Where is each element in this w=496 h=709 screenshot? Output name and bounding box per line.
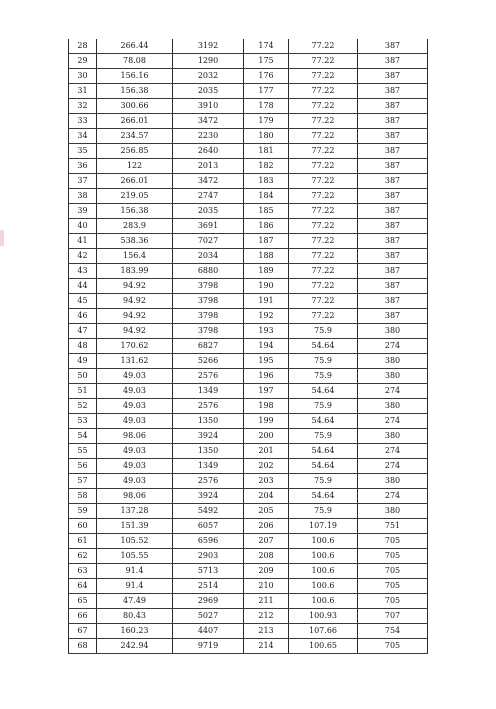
cell-row-no: 59 <box>69 504 97 519</box>
cell-value-a: 80.43 <box>97 609 173 624</box>
table-row <box>69 324 428 339</box>
table-row <box>69 429 428 444</box>
cell-row-no-2: 189 <box>244 264 289 279</box>
cell-value-c: 77.22 <box>289 159 358 174</box>
cell-value-c: 75.9 <box>289 354 358 369</box>
cell-row-no: 29 <box>69 54 97 69</box>
table-row <box>69 249 428 264</box>
cell-row-no-2: 178 <box>244 99 289 114</box>
cell-row-no: 66 <box>69 609 97 624</box>
cell-value-a: 234.57 <box>97 129 173 144</box>
cell-value-a: 94.92 <box>97 309 173 324</box>
cell-row-no-2: 213 <box>244 624 289 639</box>
cell-value-a: 156.38 <box>97 204 173 219</box>
cell-value-d: 274 <box>358 384 428 399</box>
cell-row-no-2: 203 <box>244 474 289 489</box>
table-row <box>69 519 428 534</box>
table-row <box>69 264 428 279</box>
cell-value-a: 94.92 <box>97 294 173 309</box>
page-edge-mark <box>0 230 4 246</box>
cell-value-a: 49.03 <box>97 384 173 399</box>
cell-value-c: 77.22 <box>289 279 358 294</box>
cell-value-a: 49.03 <box>97 444 173 459</box>
cell-value-c: 77.22 <box>289 219 358 234</box>
cell-row-no: 67 <box>69 624 97 639</box>
cell-value-c: 100.6 <box>289 549 358 564</box>
cell-value-a: 49.03 <box>97 414 173 429</box>
cell-value-c: 77.22 <box>289 99 358 114</box>
table-row <box>69 114 428 129</box>
cell-value-c: 77.22 <box>289 69 358 84</box>
cell-value-d: 387 <box>358 234 428 249</box>
cell-value-a: 49.03 <box>97 474 173 489</box>
table-row <box>69 84 428 99</box>
cell-row-no-2: 211 <box>244 594 289 609</box>
cell-row-no-2: 179 <box>244 114 289 129</box>
table-row <box>69 144 428 159</box>
table-row <box>69 294 428 309</box>
cell-row-no-2: 181 <box>244 144 289 159</box>
cell-value-c: 54.64 <box>289 414 358 429</box>
cell-value-b: 2640 <box>173 144 244 159</box>
cell-row-no-2: 214 <box>244 639 289 654</box>
table-row <box>69 39 428 54</box>
data-table <box>68 39 428 654</box>
table-row <box>69 444 428 459</box>
cell-value-d: 274 <box>358 444 428 459</box>
cell-row-no-2: 183 <box>244 174 289 189</box>
cell-value-a: 98.06 <box>97 489 173 504</box>
cell-value-c: 77.22 <box>289 174 358 189</box>
cell-value-d: 380 <box>358 369 428 384</box>
cell-value-c: 77.22 <box>289 189 358 204</box>
cell-value-b: 3924 <box>173 489 244 504</box>
table-row <box>69 69 428 84</box>
table-row <box>69 624 428 639</box>
cell-value-c: 54.64 <box>289 459 358 474</box>
cell-value-d: 380 <box>358 399 428 414</box>
table-row <box>69 399 428 414</box>
cell-value-c: 75.9 <box>289 324 358 339</box>
cell-value-c: 100.6 <box>289 594 358 609</box>
cell-value-b: 5713 <box>173 564 244 579</box>
cell-row-no: 30 <box>69 69 97 84</box>
cell-value-d: 387 <box>358 129 428 144</box>
cell-row-no: 45 <box>69 294 97 309</box>
cell-row-no: 38 <box>69 189 97 204</box>
cell-value-b: 6880 <box>173 264 244 279</box>
cell-value-a: 156.16 <box>97 69 173 84</box>
cell-value-a: 266.44 <box>97 39 173 54</box>
cell-value-b: 2576 <box>173 369 244 384</box>
cell-value-c: 77.22 <box>289 54 358 69</box>
cell-value-d: 387 <box>358 144 428 159</box>
cell-row-no-2: 180 <box>244 129 289 144</box>
table-row <box>69 129 428 144</box>
cell-value-d: 387 <box>358 204 428 219</box>
cell-row-no-2: 188 <box>244 249 289 264</box>
cell-row-no: 36 <box>69 159 97 174</box>
cell-value-b: 1350 <box>173 414 244 429</box>
cell-value-d: 387 <box>358 309 428 324</box>
cell-value-a: 538.36 <box>97 234 173 249</box>
cell-value-a: 242.94 <box>97 639 173 654</box>
cell-value-c: 100.6 <box>289 534 358 549</box>
cell-row-no: 62 <box>69 549 97 564</box>
table-row <box>69 159 428 174</box>
cell-value-b: 5266 <box>173 354 244 369</box>
table-row <box>69 639 428 654</box>
cell-value-b: 2576 <box>173 474 244 489</box>
table-row <box>69 594 428 609</box>
cell-value-c: 77.22 <box>289 264 358 279</box>
cell-value-b: 3691 <box>173 219 244 234</box>
cell-value-c: 54.64 <box>289 444 358 459</box>
cell-value-d: 380 <box>358 504 428 519</box>
cell-value-a: 256.85 <box>97 144 173 159</box>
cell-row-no: 54 <box>69 429 97 444</box>
table-row <box>69 474 428 489</box>
cell-row-no: 55 <box>69 444 97 459</box>
cell-value-c: 54.64 <box>289 384 358 399</box>
cell-row-no: 43 <box>69 264 97 279</box>
cell-value-b: 2747 <box>173 189 244 204</box>
cell-value-c: 77.22 <box>289 234 358 249</box>
cell-value-d: 274 <box>358 414 428 429</box>
cell-value-a: 137.28 <box>97 504 173 519</box>
cell-value-c: 77.22 <box>289 39 358 54</box>
cell-row-no-2: 197 <box>244 384 289 399</box>
table-row <box>69 414 428 429</box>
cell-row-no: 60 <box>69 519 97 534</box>
cell-value-d: 387 <box>358 99 428 114</box>
cell-value-d: 380 <box>358 324 428 339</box>
cell-row-no-2: 212 <box>244 609 289 624</box>
cell-value-a: 266.01 <box>97 174 173 189</box>
cell-value-a: 105.52 <box>97 534 173 549</box>
cell-row-no-2: 202 <box>244 459 289 474</box>
table-row <box>69 504 428 519</box>
cell-value-c: 75.9 <box>289 474 358 489</box>
cell-value-a: 219.05 <box>97 189 173 204</box>
cell-value-b: 3472 <box>173 114 244 129</box>
table-row <box>69 354 428 369</box>
cell-value-a: 91.4 <box>97 564 173 579</box>
cell-value-c: 77.22 <box>289 144 358 159</box>
cell-value-b: 3472 <box>173 174 244 189</box>
cell-row-no: 35 <box>69 144 97 159</box>
cell-row-no: 46 <box>69 309 97 324</box>
cell-value-c: 75.9 <box>289 369 358 384</box>
cell-row-no: 65 <box>69 594 97 609</box>
cell-value-a: 91.4 <box>97 579 173 594</box>
cell-row-no-2: 177 <box>244 84 289 99</box>
cell-value-c: 107.66 <box>289 624 358 639</box>
cell-row-no-2: 186 <box>244 219 289 234</box>
cell-row-no: 51 <box>69 384 97 399</box>
cell-row-no: 61 <box>69 534 97 549</box>
cell-value-c: 107.19 <box>289 519 358 534</box>
cell-value-d: 387 <box>358 249 428 264</box>
cell-value-c: 75.9 <box>289 399 358 414</box>
cell-row-no-2: 195 <box>244 354 289 369</box>
cell-value-b: 2903 <box>173 549 244 564</box>
table-row <box>69 309 428 324</box>
cell-value-d: 274 <box>358 489 428 504</box>
cell-value-c: 77.22 <box>289 204 358 219</box>
cell-value-c: 77.22 <box>289 309 358 324</box>
cell-row-no-2: 191 <box>244 294 289 309</box>
cell-value-b: 6596 <box>173 534 244 549</box>
cell-value-b: 2230 <box>173 129 244 144</box>
cell-row-no-2: 185 <box>244 204 289 219</box>
cell-row-no: 68 <box>69 639 97 654</box>
cell-value-b: 3924 <box>173 429 244 444</box>
table-row <box>69 549 428 564</box>
cell-value-a: 122 <box>97 159 173 174</box>
cell-value-b: 2576 <box>173 399 244 414</box>
cell-row-no-2: 174 <box>244 39 289 54</box>
table-row <box>69 204 428 219</box>
cell-value-b: 3798 <box>173 324 244 339</box>
cell-row-no-2: 209 <box>244 564 289 579</box>
cell-row-no: 32 <box>69 99 97 114</box>
cell-value-c: 77.22 <box>289 84 358 99</box>
cell-row-no: 39 <box>69 204 97 219</box>
cell-value-b: 2514 <box>173 579 244 594</box>
cell-value-d: 387 <box>358 279 428 294</box>
cell-value-c: 75.9 <box>289 504 358 519</box>
table-body <box>69 39 428 654</box>
cell-value-d: 705 <box>358 534 428 549</box>
cell-value-c: 100.6 <box>289 579 358 594</box>
cell-row-no: 34 <box>69 129 97 144</box>
cell-value-a: 78.08 <box>97 54 173 69</box>
table-row <box>69 279 428 294</box>
cell-value-a: 131.62 <box>97 354 173 369</box>
table-row <box>69 219 428 234</box>
cell-row-no-2: 190 <box>244 279 289 294</box>
cell-value-c: 100.6 <box>289 564 358 579</box>
cell-value-b: 4407 <box>173 624 244 639</box>
cell-value-c: 77.22 <box>289 249 358 264</box>
cell-value-c: 77.22 <box>289 129 358 144</box>
cell-row-no-2: 207 <box>244 534 289 549</box>
cell-value-b: 7027 <box>173 234 244 249</box>
cell-row-no: 63 <box>69 564 97 579</box>
table-row <box>69 339 428 354</box>
cell-row-no-2: 206 <box>244 519 289 534</box>
cell-value-b: 6827 <box>173 339 244 354</box>
cell-row-no-2: 184 <box>244 189 289 204</box>
table-row <box>69 564 428 579</box>
cell-value-b: 2035 <box>173 84 244 99</box>
cell-value-c: 54.64 <box>289 339 358 354</box>
cell-row-no-2: 201 <box>244 444 289 459</box>
cell-value-b: 2969 <box>173 594 244 609</box>
cell-value-c: 77.22 <box>289 114 358 129</box>
cell-value-c: 75.9 <box>289 429 358 444</box>
cell-value-a: 156.38 <box>97 84 173 99</box>
cell-value-b: 2013 <box>173 159 244 174</box>
cell-row-no-2: 176 <box>244 69 289 84</box>
cell-row-no-2: 192 <box>244 309 289 324</box>
cell-row-no: 49 <box>69 354 97 369</box>
cell-value-a: 266.01 <box>97 114 173 129</box>
cell-row-no-2: 210 <box>244 579 289 594</box>
cell-row-no: 53 <box>69 414 97 429</box>
cell-row-no-2: 199 <box>244 414 289 429</box>
cell-value-d: 380 <box>358 474 428 489</box>
table-row <box>69 534 428 549</box>
table-row <box>69 99 428 114</box>
cell-value-a: 183.99 <box>97 264 173 279</box>
cell-row-no: 40 <box>69 219 97 234</box>
cell-value-b: 6057 <box>173 519 244 534</box>
cell-row-no: 50 <box>69 369 97 384</box>
cell-row-no-2: 205 <box>244 504 289 519</box>
cell-row-no-2: 182 <box>244 159 289 174</box>
cell-row-no: 28 <box>69 39 97 54</box>
cell-value-c: 54.64 <box>289 489 358 504</box>
cell-row-no: 42 <box>69 249 97 264</box>
cell-value-a: 170.62 <box>97 339 173 354</box>
cell-row-no-2: 208 <box>244 549 289 564</box>
cell-value-a: 94.92 <box>97 279 173 294</box>
cell-value-d: 705 <box>358 594 428 609</box>
cell-value-b: 1350 <box>173 444 244 459</box>
cell-value-a: 47.49 <box>97 594 173 609</box>
cell-row-no-2: 200 <box>244 429 289 444</box>
cell-row-no: 37 <box>69 174 97 189</box>
cell-value-b: 2032 <box>173 69 244 84</box>
cell-value-d: 387 <box>358 174 428 189</box>
cell-value-d: 387 <box>358 114 428 129</box>
cell-row-no: 52 <box>69 399 97 414</box>
cell-value-b: 3192 <box>173 39 244 54</box>
cell-value-d: 387 <box>358 264 428 279</box>
cell-value-d: 387 <box>358 294 428 309</box>
cell-value-d: 387 <box>358 189 428 204</box>
cell-value-d: 274 <box>358 459 428 474</box>
cell-value-d: 751 <box>358 519 428 534</box>
cell-value-a: 160.23 <box>97 624 173 639</box>
cell-value-b: 5492 <box>173 504 244 519</box>
cell-value-d: 387 <box>358 69 428 84</box>
table-row <box>69 54 428 69</box>
cell-value-a: 49.03 <box>97 369 173 384</box>
cell-value-d: 387 <box>358 39 428 54</box>
cell-row-no: 58 <box>69 489 97 504</box>
table-row <box>69 609 428 624</box>
table-row <box>69 234 428 249</box>
cell-row-no: 33 <box>69 114 97 129</box>
cell-row-no-2: 175 <box>244 54 289 69</box>
cell-row-no: 41 <box>69 234 97 249</box>
cell-row-no-2: 196 <box>244 369 289 384</box>
cell-value-a: 49.03 <box>97 459 173 474</box>
cell-value-d: 380 <box>358 354 428 369</box>
cell-value-d: 754 <box>358 624 428 639</box>
cell-value-b: 1349 <box>173 384 244 399</box>
table-row <box>69 174 428 189</box>
cell-row-no-2: 187 <box>244 234 289 249</box>
cell-value-a: 300.66 <box>97 99 173 114</box>
cell-row-no: 57 <box>69 474 97 489</box>
table-row <box>69 579 428 594</box>
cell-value-b: 3798 <box>173 309 244 324</box>
cell-value-d: 705 <box>358 549 428 564</box>
cell-value-d: 705 <box>358 639 428 654</box>
cell-value-d: 707 <box>358 609 428 624</box>
cell-value-b: 3910 <box>173 99 244 114</box>
cell-value-d: 387 <box>358 219 428 234</box>
cell-value-a: 98.06 <box>97 429 173 444</box>
table-row <box>69 459 428 474</box>
cell-value-d: 274 <box>358 339 428 354</box>
cell-row-no: 48 <box>69 339 97 354</box>
cell-value-b: 2034 <box>173 249 244 264</box>
cell-row-no: 56 <box>69 459 97 474</box>
cell-value-d: 387 <box>358 84 428 99</box>
table-row <box>69 384 428 399</box>
cell-value-b: 3798 <box>173 279 244 294</box>
cell-row-no: 64 <box>69 579 97 594</box>
cell-value-b: 9719 <box>173 639 244 654</box>
cell-value-c: 100.93 <box>289 609 358 624</box>
cell-value-b: 1349 <box>173 459 244 474</box>
cell-value-d: 705 <box>358 564 428 579</box>
cell-value-b: 3798 <box>173 294 244 309</box>
table-row <box>69 489 428 504</box>
cell-value-a: 156.4 <box>97 249 173 264</box>
table-row <box>69 189 428 204</box>
cell-value-a: 283.9 <box>97 219 173 234</box>
cell-value-c: 100.65 <box>289 639 358 654</box>
cell-row-no-2: 193 <box>244 324 289 339</box>
cell-row-no: 44 <box>69 279 97 294</box>
cell-value-b: 5027 <box>173 609 244 624</box>
cell-value-b: 1290 <box>173 54 244 69</box>
cell-value-a: 105.55 <box>97 549 173 564</box>
cell-row-no: 47 <box>69 324 97 339</box>
cell-value-d: 705 <box>358 579 428 594</box>
cell-value-a: 94.92 <box>97 324 173 339</box>
cell-row-no-2: 198 <box>244 399 289 414</box>
table-row <box>69 369 428 384</box>
cell-value-a: 49.03 <box>97 399 173 414</box>
cell-row-no-2: 194 <box>244 339 289 354</box>
cell-value-d: 387 <box>358 159 428 174</box>
cell-value-a: 151.39 <box>97 519 173 534</box>
cell-row-no: 31 <box>69 84 97 99</box>
cell-value-d: 387 <box>358 54 428 69</box>
cell-value-d: 380 <box>358 429 428 444</box>
cell-value-c: 77.22 <box>289 294 358 309</box>
cell-value-b: 2035 <box>173 204 244 219</box>
cell-row-no-2: 204 <box>244 489 289 504</box>
